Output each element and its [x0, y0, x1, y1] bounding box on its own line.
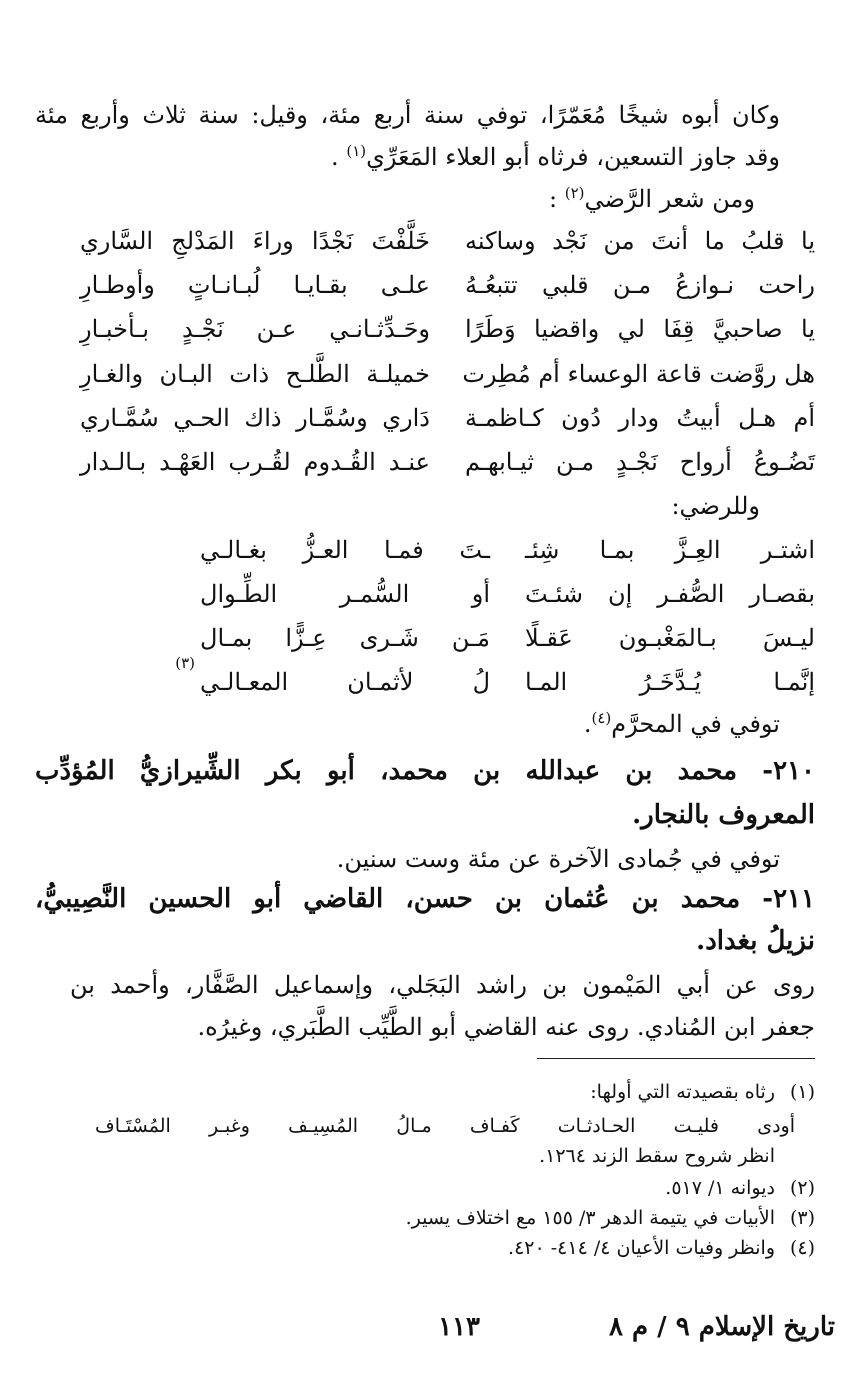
footnote [35, 1204, 815, 1232]
punctuation: : [548, 185, 558, 213]
footnote-ref: (٤) [591, 709, 612, 727]
footnote-number: (٢) [789, 1177, 815, 1199]
footnote [35, 1174, 815, 1202]
verse-hemistich-second: علـى بقـايـا لُبـانـاتٍ وأوطـارِ [80, 271, 430, 299]
footnote-text: انظر شروح سقط الزند ١٢٦٤. [539, 1145, 775, 1167]
footnote [35, 1078, 815, 1106]
punctuation: . [583, 710, 592, 738]
verse-line: إنَّمـا يُـدَّخَـرُ المـا لُ لأثمـان المعـالـي (٣) [35, 665, 815, 699]
verse-hemistich-second: أو السُّمـر الطِّـوال [200, 580, 490, 608]
paragraph-line [10, 182, 755, 216]
paragraph-text: ومن شعر الرَّضي [584, 185, 755, 213]
footnote-text: ديوانه ١/ ٥١٧. [665, 1177, 775, 1199]
footnote-number: (٤) [789, 1237, 815, 1259]
verse-line [35, 224, 815, 258]
punctuation: . [331, 143, 339, 171]
verse-line [35, 621, 815, 655]
verse-hemistich-second: وحَـدِّثـانـي عـن نَجْـدٍ بـأخبـارِ [80, 315, 430, 343]
entry-text: توفي في جُمادى الآخرة عن مئة وست سنين. [336, 845, 780, 873]
footnote-ref: (٢) [564, 184, 585, 202]
footnote-text: وانظر وفيات الأعيان ٤/ ٤١٤- ٤٢٠. [508, 1237, 775, 1259]
entry-heading: ٢١١- محمد بن عُثمان بن حسن، القاضي أبو الحسين النَّصِيبيُّ، [35, 884, 815, 914]
entry-heading: المعروف بالنجار. [632, 800, 815, 830]
footnote-number: (١) [789, 1081, 815, 1103]
verse-hemistich-first: يا قلبُ ما أنتَ من نَجْد وساكنه [465, 227, 815, 255]
verse-hemistich-first: تَضُـوعُ أرواح نَجْـدٍ مـن ثيـابهـم [465, 448, 815, 476]
verse-hemistich-first: ليـسَ بـالمَغْبـون عَقـلًا [525, 624, 815, 652]
footnote-ref: (١) [346, 142, 367, 160]
entry-heading: نزيلُ بغداد. [696, 926, 815, 956]
verse-line [35, 268, 815, 302]
footnote-verse: أودى فليـت الحـادثـات كَفـاف مـالُ المُسِيـف وغبـر المُسْتَـاف [95, 1115, 795, 1137]
footnote [35, 1234, 815, 1262]
footnote-divider [537, 1058, 815, 1059]
verse-hemistich-first: أم هـل أبيتُ ودار دُون كـاظمـة [465, 404, 815, 432]
paragraph-line: وكان أبوه شيخًا مُعَمّرًا، توفي سنة أربع مئة، وقيل: سنة ثلاث وأربع مئة [35, 101, 780, 129]
verse-hemistich-first: إنَّمـا يُـدَّخَـرُ المـا [525, 668, 815, 696]
footnote-number: (٣) [789, 1207, 815, 1229]
entry-heading: ٢١٠- محمد بن عبدالله بن محمد، أبو بكر الشِّيرازيُّ المُؤدِّب [35, 756, 815, 786]
verse-hemistich-first: هل روَّضت قاعة الوعساء أم مُطِرت [462, 360, 815, 388]
paragraph-text: وقد جاوز التسعين، فرثاه أبو العلاء المَعَرِّي [366, 143, 780, 171]
footnote-text: رثاه بقصيدته التي أولها: [590, 1081, 775, 1103]
footnote-text: الأبيات في يتيمة الدهر ٣/ ١٥٥ مع اختلاف يسير. [405, 1207, 775, 1229]
page-number: ١١٣ [438, 1312, 480, 1342]
verse-hemistich-first: بقصـار الصُّفـر إن شئـتَ [525, 580, 815, 608]
verse-hemistich-second: لُ لأثمـان المعـالـي [200, 668, 490, 696]
verse-hemistich-second: خَلَّفْتَ نَجْدًا وراءَ المَدْلجِ السَّاري [80, 227, 430, 255]
verse-line [35, 312, 815, 346]
verse-line [35, 577, 815, 611]
paragraph-line: وللرضي: [671, 492, 760, 520]
verse-hemistich-second: مَـن شَـرى عِـزًّا بمـال [200, 624, 490, 652]
verse-hemistich-second: دَاري وسُمَّـار ذاك الحـي سُمَّـاري [80, 404, 430, 432]
verse-line [35, 357, 815, 391]
entry-text: روى عن أبي المَيْمون بن راشد البَجَلي، وإسماعيل الصَّفَّار، وأحمد بن [70, 971, 815, 999]
paragraph-text: توفي في المحرَّم [611, 710, 780, 738]
book-signature: تاريخ الإسلام ٩ / م ٨ [609, 1312, 835, 1342]
verse-hemistich-second: ـتَ فمـا العـزُّ بغـالـي [200, 536, 490, 564]
verse-hemistich-second: عنـد القُـدوم لقُـرب العَهْـد بـالـدار [80, 448, 430, 476]
verse-line [35, 445, 815, 479]
verse-hemistich-second: خميلـة الطَّلـح ذات البـان والغـارِ [80, 360, 430, 388]
entry-text: جعفر ابن المُنادي. روى عنه القاضي أبو الطَّيِّب الطَّبَري، وغيرُه. [197, 1013, 815, 1041]
verse-line [35, 401, 815, 435]
verse-hemistich-first: يا صاحبيَّ قِفَا لي واقضيا وَطَرًا [465, 315, 815, 343]
verse-hemistich-first: راحت نـوازعُ مـن قلبي تتبعُـهُ [465, 271, 815, 299]
verse-line [35, 533, 815, 567]
paragraph-line [35, 140, 780, 174]
paragraph-line [35, 707, 780, 741]
verse-hemistich-first: اشتـر العِـزَّ بمـا شِئـ [525, 536, 815, 564]
